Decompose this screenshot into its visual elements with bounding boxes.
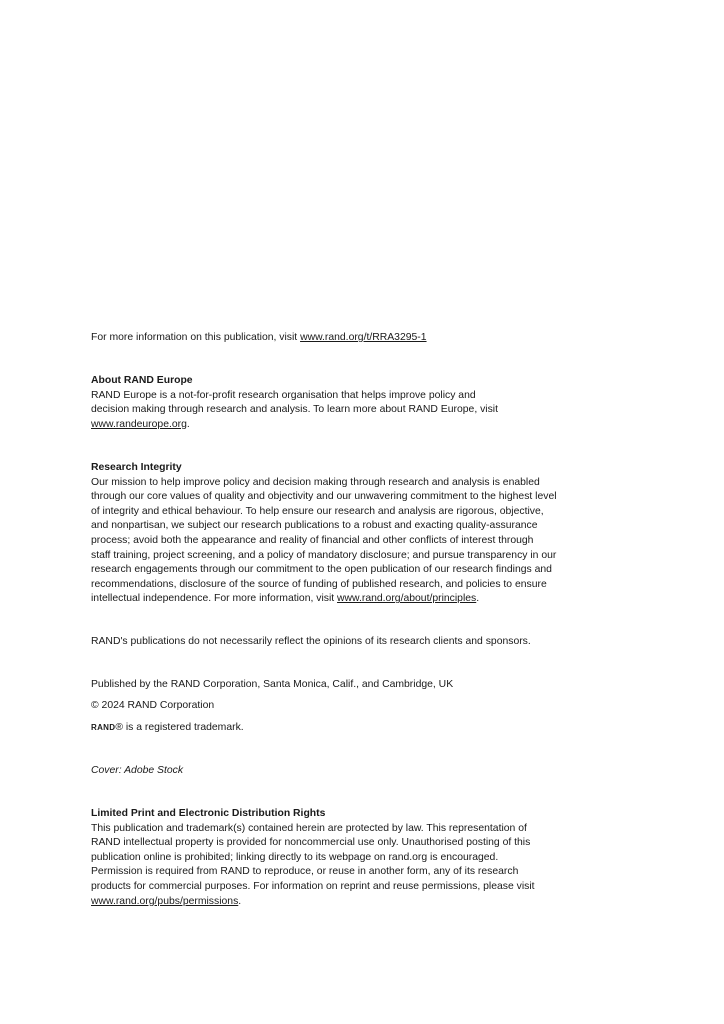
published-by-paragraph <box>91 678 591 693</box>
trademark-paragraph <box>91 721 591 736</box>
principles-link[interactable]: www.rand.org/about/principles <box>337 593 477 605</box>
rights-suffix: . <box>238 895 242 907</box>
integrity-line: research engagements through our commitment to the open publication of our research findings and <box>91 564 552 576</box>
about-section <box>91 374 591 432</box>
integrity-section <box>91 461 591 607</box>
permissions-link[interactable]: www.rand.org/pubs/permissions <box>91 895 239 907</box>
copyright-text: © 2024 RAND Corporation <box>91 700 215 711</box>
integrity-line: through our core values of quality and objectivity and our unwavering commitment to the highest level <box>91 491 557 503</box>
about-suffix: . <box>186 418 190 430</box>
integrity-line: Our mission to help improve policy and decision making through research and analysis is enabled <box>91 476 540 488</box>
rights-section <box>91 807 591 909</box>
integrity-heading: Research Integrity <box>91 462 182 473</box>
rand-logo-mark: RAND <box>91 723 116 732</box>
integrity-line: process; avoid both the appearance and reality of financial and other conflicts of interest through <box>91 534 534 546</box>
integrity-line: and nonpartisan, we subject our research publications to a robust and exacting quality-assurance <box>91 520 538 532</box>
rights-line: RAND intellectual property is provided for noncommercial use only. Unauthorised posting of this <box>91 837 531 849</box>
more-info-paragraph <box>91 331 591 346</box>
disclaimer-paragraph <box>91 635 591 650</box>
about-line: RAND Europe is a not-for-profit research organisation that helps improve policy and <box>91 389 476 401</box>
about-heading: About RAND Europe <box>91 375 193 386</box>
rights-line: publication online is prohibited; linking directly to its webpage on rand.org is encouraged. <box>91 851 499 863</box>
integrity-line: staff training, project screening, and a policy of mandatory disclosure; and pursue transparency in our <box>91 549 557 561</box>
about-line: decision making through research and analysis. To learn more about RAND Europe, visit <box>91 404 498 416</box>
rights-line: products for commercial purposes. For information on reprint and reuse permissions, please visit <box>91 880 535 892</box>
rights-line: This publication and trademark(s) contained herein are protected by law. This representation of <box>91 822 527 834</box>
integrity-line: of integrity and ethical behaviour. To help ensure our research and analysis are rigorous, objective, <box>91 505 544 517</box>
integrity-last-line: intellectual independence. For more information, visit <box>91 593 338 605</box>
cover-credit-paragraph <box>91 764 591 779</box>
copyright-page <box>91 0 591 1024</box>
copyright-paragraph <box>91 699 591 714</box>
cover-credit-text: Cover: Adobe Stock <box>91 765 184 776</box>
randeurope-link[interactable]: www.randeurope.org <box>91 418 187 430</box>
published-by-text: Published by the RAND Corporation, Santa Monica, Calif., and Cambridge, UK <box>91 679 454 690</box>
publication-link[interactable]: www.rand.org/t/RRA3295-1 <box>300 332 427 343</box>
rights-line: Permission is required from RAND to reproduce, or reuse in another form, any of its research <box>91 866 519 878</box>
trademark-text: ® is a registered trademark. <box>115 722 244 733</box>
integrity-line: recommendations, disclosure of the source of funding of published research, and policies to ensure <box>91 578 547 590</box>
more-info-text: For more information on this publication, visit <box>91 332 301 343</box>
integrity-suffix: . <box>476 593 480 605</box>
rights-heading: Limited Print and Electronic Distribution Rights <box>91 808 326 819</box>
disclaimer-text: RAND's publications do not necessarily reflect the opinions of its research clients and sponsors. <box>91 636 531 647</box>
